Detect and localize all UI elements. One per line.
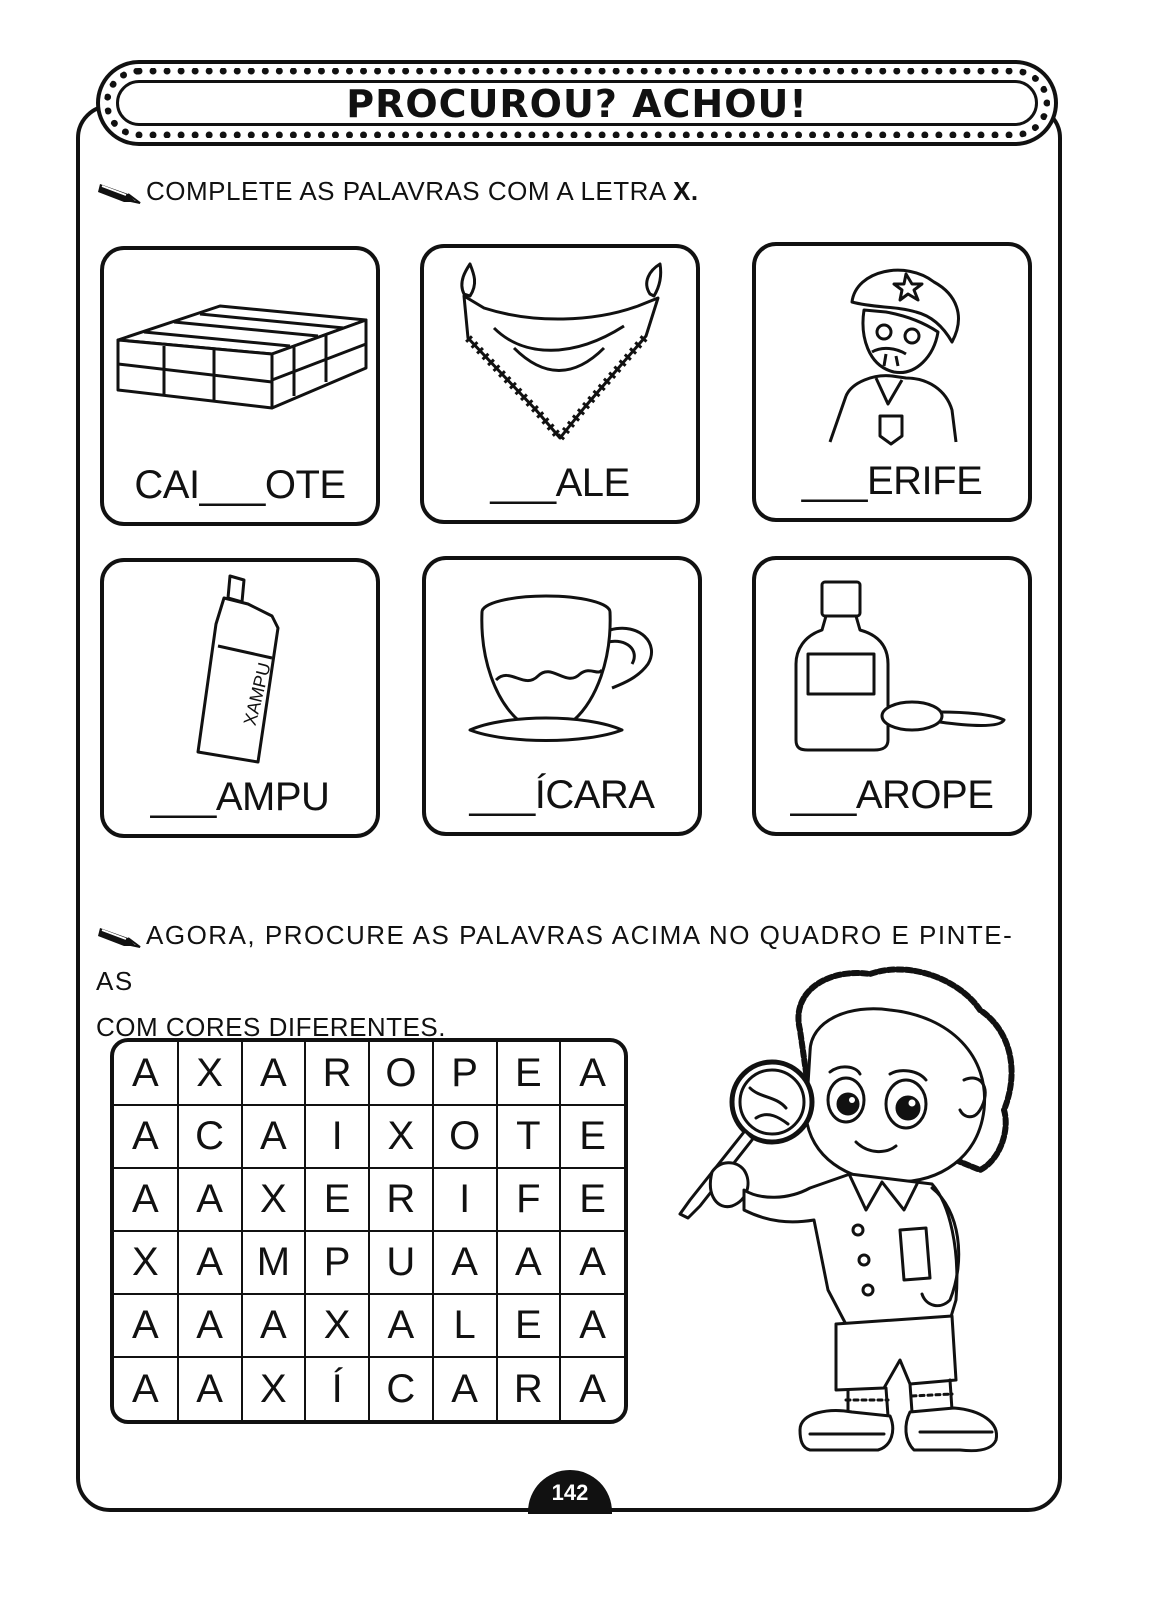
word-search-cell: T bbox=[497, 1105, 561, 1168]
word-search-cell: E bbox=[560, 1105, 624, 1168]
word-search-cell: A bbox=[242, 1294, 306, 1357]
word-search-cell: X bbox=[242, 1357, 306, 1420]
card-word-caixote: CAI___OTE bbox=[134, 463, 346, 507]
word-search-cell: A bbox=[242, 1105, 306, 1168]
word-search-cell: A bbox=[242, 1042, 306, 1105]
crate-picture bbox=[104, 250, 376, 460]
syrup-picture bbox=[756, 560, 1028, 770]
instruction-1-text: COMPLETE AS PALAVRAS COM A LETRA bbox=[146, 176, 674, 206]
word-search-cell: R bbox=[497, 1357, 561, 1420]
title-banner bbox=[96, 60, 1058, 146]
word-search-cell: F bbox=[497, 1168, 561, 1231]
word-search-cell: O bbox=[369, 1042, 433, 1105]
shampoo-label: XAMPU bbox=[239, 660, 275, 728]
word-search-cell: I bbox=[305, 1105, 369, 1168]
word-search-cell: E bbox=[497, 1042, 561, 1105]
boy-with-magnifier-illustration bbox=[660, 960, 1060, 1460]
word-search-cell: P bbox=[305, 1231, 369, 1294]
word-search-cell: A bbox=[560, 1294, 624, 1357]
word-search-cell: A bbox=[114, 1105, 178, 1168]
page-number: 142 bbox=[528, 1470, 612, 1514]
word-search-cell: X bbox=[305, 1294, 369, 1357]
word-search-row bbox=[114, 1042, 624, 1105]
word-search-cell: A bbox=[178, 1294, 242, 1357]
word-search-cell: Í bbox=[305, 1357, 369, 1420]
word-search-cell: A bbox=[433, 1357, 497, 1420]
word-search-cell: I bbox=[433, 1168, 497, 1231]
card-word-xarope: ___AROPE bbox=[790, 773, 994, 817]
word-search-cell: A bbox=[497, 1231, 561, 1294]
word-search-cell: A bbox=[114, 1168, 178, 1231]
card-word-xerife: ___ERIFE bbox=[801, 459, 983, 503]
instruction-2-text-2: COM CORES DIFERENTES. bbox=[96, 1012, 446, 1042]
word-search-cell: X bbox=[242, 1168, 306, 1231]
word-search-cell: P bbox=[433, 1042, 497, 1105]
pencil-icon bbox=[96, 178, 142, 204]
word-search-cell: E bbox=[560, 1168, 624, 1231]
word-search-cell: A bbox=[178, 1357, 242, 1420]
word-search-cell: A bbox=[560, 1042, 624, 1105]
card-xicara bbox=[422, 556, 702, 836]
word-search-cell: X bbox=[178, 1042, 242, 1105]
word-search-row bbox=[114, 1168, 624, 1231]
word-search-cell: A bbox=[433, 1231, 497, 1294]
cup-picture bbox=[426, 560, 698, 770]
instruction-1-letter: X. bbox=[673, 176, 699, 206]
word-search-cell: E bbox=[497, 1294, 561, 1357]
title-inner bbox=[116, 80, 1038, 126]
word-search-grid bbox=[110, 1038, 628, 1424]
card-xale bbox=[420, 244, 700, 524]
word-search-table bbox=[114, 1042, 624, 1420]
card-caixote bbox=[100, 246, 380, 526]
word-search-cell: A bbox=[560, 1357, 624, 1420]
word-search-cell: A bbox=[178, 1231, 242, 1294]
word-search-cell: A bbox=[114, 1042, 178, 1105]
sheriff-picture bbox=[756, 246, 1028, 456]
word-search-row bbox=[114, 1294, 624, 1357]
word-search-cell: X bbox=[114, 1231, 178, 1294]
shampoo-picture bbox=[104, 562, 376, 772]
card-word-xampu: ___AMPU bbox=[150, 775, 330, 819]
shawl-picture bbox=[424, 248, 696, 458]
word-search-cell: M bbox=[242, 1231, 306, 1294]
word-search-cell: U bbox=[369, 1231, 433, 1294]
card-word-xicara: ___ÍCARA bbox=[469, 773, 655, 817]
word-search-cell: L bbox=[433, 1294, 497, 1357]
word-search-cell: E bbox=[305, 1168, 369, 1231]
card-xampu bbox=[100, 558, 380, 838]
instruction-2-text-1: AGORA, PROCURE AS PALAVRAS ACIMA NO QUADRO E PINTE-AS bbox=[96, 920, 1014, 996]
word-search-cell: A bbox=[369, 1294, 433, 1357]
word-search-row bbox=[114, 1105, 624, 1168]
word-search-cell: C bbox=[369, 1357, 433, 1420]
pencil-icon bbox=[96, 922, 142, 948]
word-search-cell: A bbox=[560, 1231, 624, 1294]
card-xarope bbox=[752, 556, 1032, 836]
word-search-cell: A bbox=[178, 1168, 242, 1231]
word-search-cell: O bbox=[433, 1105, 497, 1168]
word-search-cell: R bbox=[305, 1042, 369, 1105]
word-search-cell: X bbox=[369, 1105, 433, 1168]
instruction-1 bbox=[96, 168, 699, 214]
card-xerife bbox=[752, 242, 1032, 522]
word-search-row bbox=[114, 1357, 624, 1420]
word-search-row bbox=[114, 1231, 624, 1294]
word-search-cell: R bbox=[369, 1168, 433, 1231]
word-search-cell: A bbox=[114, 1357, 178, 1420]
word-search-cell: C bbox=[178, 1105, 242, 1168]
card-word-xale: ___ALE bbox=[490, 461, 630, 505]
word-search-cell: A bbox=[114, 1294, 178, 1357]
page-title: PROCUROU? ACHOU! bbox=[346, 82, 808, 126]
